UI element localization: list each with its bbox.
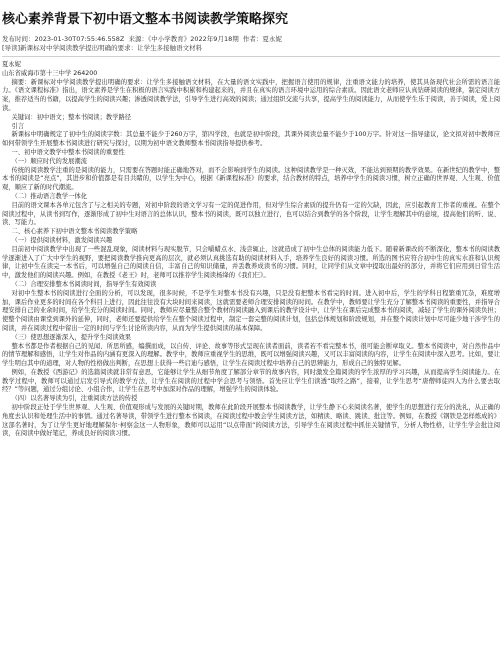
article-paragraph: （一）提供阅读材料，激发阅读兴趣 <box>11 236 113 244</box>
author-name: 夏永妮 <box>262 35 282 43</box>
source-link[interactable]: 《中小学教育》2022年9月18期 <box>148 35 239 43</box>
article-paragraph: 山东省威海市第十三中学 264200 <box>2 69 98 77</box>
article-paragraph: 整本书都是作者根据自己的见闻、所思所感，编撰而成，以自传、评论、故事等形式呈现在读者面前，读者若不看完整本书，很可能会断章取义。整本书阅读中，对自然作品中的情节理解和感悟，让学生对作品的内涵有更深入的理解。教学中，教师应重视学生的思维，既可以增强阅读兴趣，又可以丰富阅读的内容，让学生在阅读中深入思考。比如，要让学生明白其中的道理，对人物的性格做出判断，在思想上获得一些启迪与感悟，让学生在阅读过程中培养自己的思辨能力，形成自己的独特见解。 <box>2 342 500 368</box>
divider <box>2 56 500 57</box>
source-label: 来源： <box>128 35 149 43</box>
guide-text: 新课标对中学阅读教学提出明确的要求：让学生多接触语文材料 <box>20 44 203 52</box>
author-label: 作者： <box>242 35 263 43</box>
article-paragraph: 一、初中语文教学中整本书阅读的重要性 <box>11 148 125 156</box>
article-paragraph: 二、核心素养下初中语文整本书阅读教学策略 <box>11 228 138 236</box>
article-meta <box>2 35 500 44</box>
article-paragraph: 例如，在教授《西游记》的选篇阅读就非常有意思，它能够让学生从细节角度了解部分章节的故事内容，同时激发全篇阅读的学生浓厚的学习兴趣，从而提高学生阅读能力。在教学过程中，教师可以通过启发引导式的教学方法，让学生在阅读的过程中学会思考与领悟。首先应让学生们读透“取经之路”，接着，让学生思考“唐僧师徒四人为什么要去取经？”等问题，通过分组讨论、小组合作，让学生在思考中加深对作品的理解，增强学生的阅读体验。 <box>2 368 500 394</box>
article-paragraph: 目前初中阅读教学中出现了一些混乱现象，阅读材料与现实脱节，只会嚼蜡点水、浅尝辄止，这就造成了初中生总体的阅读能力低下。随着新课改的不断深化，整本书的阅读教学逐渐进入了广大中学生的视野，要把阅读教学推向更高的层次，就必须认真挑选有助的阅读材料入手，培养学生良好的阅读习惯。所选的图书应符合初中生的真实水准和认识规律，让初中生在读完一本书后，可以增强自己的阅读自信，丰富自己的知识储量，并丢教养成读书的习惯。同时，让同学们从文章中提取出最好的部分，并将它们应用到日常生活中，激发他们的阅读兴趣。例如，在教授《老王》时，老师可以推荐学生阅读杨绛的《我们仨》。 <box>2 245 500 280</box>
article-paragraph: 对初中生整本书的阅读进行全面的分析，可以发现，很多时候，不是学生对整本书没有兴趣，只是没有把整本书看完的时间。进入初中后，学生的学科日程繁重冗杂，难度增加，课后作业更多的时间在各个科目上进行，因此往往没有大块时间来阅读，这就需要老师合理安排阅读的时间。在教学中，教师要让学生充分了解整本书阅读的重要性，并指导合理安排自己的业余时间，给学生充分的阅读时间。同时，教师应尽量整合整个教材的阅读融入到课后的教学设计中，让学生在课后完成整本书的阅读，减轻了学生的课外阅读负担；使整个阅读由课堂到课外的延伸，同时，老师还要提供给学生在整个阅读过程中，制定一套完整的阅读计划，包括总体规划和阶段规划，并在整个阅读计划中尽可能少地干涉学生的阅读，并在阅读过程中留出一定的时间与学生讨论所读内容，从而为学生提供阅读的基本保障。 <box>2 289 500 332</box>
guide-label: [导读] <box>2 44 21 52</box>
article-paragraph: （一）顺应时代的发展潮流 <box>11 157 87 165</box>
article-paragraph: 传统的阅读教学注重的是阅读的能力，只需要在答题时能正确地答对，而不会影响到学生的阅读。这种阅读教学是一种灭效，不能达到预期的教学效果。在新世纪的教学中，整本书的阅读是“亮点”，其进步和价值都是有目共睹的，以学生为中心，根据《新课程标准》的要求，结合教材的特点，培养中学生的阅读习惯，树立正确的世界观、人生观、价值观，顺应了新的时代潮流。 <box>2 166 500 192</box>
article-paragraph: 初中阶段正处于学生世界观、人生观、价值观形成与发展的关键时期，教师在此阶段开展整本书阅读教学，让学生静下心来阅读名著，使学生的思想进行充分的洗礼，从正确的角度去认识和处理生活中的事情。通过名著导读，带领学生进行整本书阅读，在阅读过程中教会学生阅读方法，如精读、略读、跳读、批注等。例如，在教授《钢铁是怎样炼成的》这部名著时，为了让学生更好地理解保尔·柯察金这一人物形象，教师可以运用“以点带面”的阅读方法，引导学生在阅读过程中抓住关键情节，分析人物性格，让学生学会批注阅读，在阅读中做好笔记，养成良好的阅读习惯。 <box>2 404 500 438</box>
article-paragraph: （三）使思想逐渐深入，提升学生阅读效果 <box>11 333 132 341</box>
article-paragraph: 摘要：新课标对中学阅读教学提出明确的要求：让学生多接触语文材料，在大量的语文实践中，把握语言使用的规律，注重语文能力的培养，使其具备现代社会所需的语言能力。《语文课程标准》指出，语文素养是学生在积极的语言实践中积累和构建起来的，并且在真实的语言环境中运用的综合素质。因此语文老师应认真钻研阅读的规律，制定阅读方案，推荐适当的书籍，以提高学生的阅读兴趣；渗透阅读教学法，引导学生进行高效的阅读；通过组织交流与共享，提高学生的阅读能力，从而使学生乐于阅读，善于阅读，爱上阅读。 <box>2 78 500 112</box>
article-paragraph: 引言 <box>11 122 25 130</box>
article-paragraph: 夏永妮 <box>2 61 21 68</box>
article-guide <box>2 44 500 53</box>
article-paragraph: 新课标中明确规定了初中生的阅读字数：其总量不能少于260万字，第四学段，也就是初中阶段，其课外阅读总量不能少于100万字。针对这一指导建议，论文拟对初中教师应如何带领学生开展整本书阅读进行研究与探讨，以期为初中语文教师整本书阅读指导提供参考。 <box>2 131 500 148</box>
article-paragraph: （二）合理安排整本书阅读时间，指导学生有效阅读 <box>11 280 157 288</box>
article-body <box>2 61 500 439</box>
article-paragraph: （四）以名著导读为引，注重阅读方法的传授 <box>11 395 138 403</box>
article-paragraph: （二）推动语言教学一体化 <box>11 192 87 200</box>
published-time: 2023-01-30T07:55:46.558Z <box>34 35 125 43</box>
published-label: 发布时间： <box>2 35 35 43</box>
article-title: 核心素养背景下初中语文整本书阅读教学策略探究 <box>2 12 289 27</box>
article-paragraph: 目前的语文课本各单元包含了与之相关的专题，对初中阶段的语文学习有一定的促进作用，但对学生综合素质的提升仍有一定的欠缺，因此，应引起教育工作者的重视。在整个阅读过程中，从读书到写作，逐渐形成了初中生对语言的总体认识，整本书的阅读，既可以独立进行，也可以结合到教学的各个阶段，让学生理解其中的意境，提高他们的听、说、读、写能力。 <box>2 201 500 227</box>
article-paragraph: 关键词：初中语文；整本书阅读；教学路径 <box>11 113 132 121</box>
